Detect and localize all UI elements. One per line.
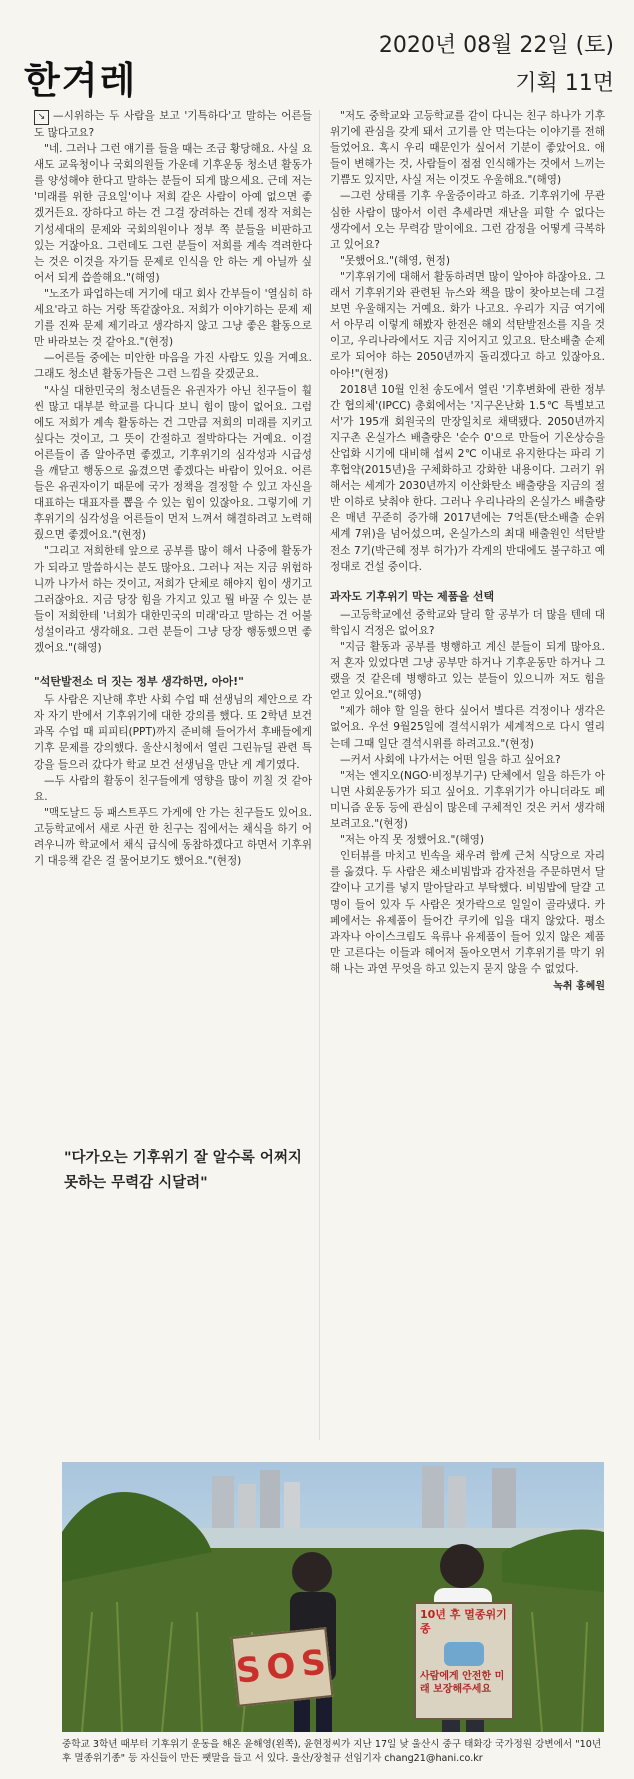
paragraph: "노조가 파업하는데 거기에 대고 회사 간부들이 '열심히 하세요'라고 하는 거랑 똑같잖아요. 저희가 이야기하는 문제 제기를 진짜 문제 제기라고 생각하지 않고 그냥 좋은 활동으로만 바라보는 것 같아요."(현정) bbox=[34, 287, 312, 349]
paragraph: —그런 상태를 기후 우울증이라고 하죠. 기후위기에 무관심한 사람이 많아서 이런 추세라면 재난을 피할 수 없다는 생각에서 오는 무력감 말이에요. 그런 감정을 어떻게 극복하고 있어요? bbox=[330, 190, 605, 251]
paragraph: 인터뷰를 마치고 빈속을 채우려 함께 근처 식당으로 자리를 옮겼다. 두 사람은 채소비빔밥과 감자전을 주문하면서 달걀이나 고기를 넣지 말아달라고 부탁했다. 비빔밥에 달걀 고명이 들어 있자 두 사람은 젓가락으로 일일이 골라냈다. 카페에서는 유제품이 들어간 쿠키에 입을 대지 않았다. 평소 과자나 아이스크림도 육류나 유제품이 들어 있지 않은 제품만 고른다는 이들과 헤어져 돌아오면서 기후위기를 막기 위해 나는 과연 무엇을 하고 있는지 묻지 않을 수 없었다. bbox=[330, 850, 605, 975]
issue-date: 2020년 08월 22일 (토) bbox=[378, 33, 614, 58]
paragraph: "기후위기에 대해서 활동하려면 많이 알아야 하잖아요. 그래서 기후위기와 관련된 뉴스와 책을 많이 찾아보는데 그걸 보면 우울해지는 거예요. 화가 나고요. 우리가 지금 여기에서 아무리 이렇게 해봤자 한전은 해외 석탄발전소를 지을 것이고, 우리나라에서도 지금 지어지고 있고요. 탄소배출 순제로가 되어야 하는 2050년까지 돌리겠다고 하고 있잖아요. 아아!"(현정) bbox=[330, 270, 605, 380]
article-column-2 bbox=[330, 108, 605, 995]
paragraph: —고등학교에선 중학교와 달리 할 공부가 더 많을 텐데 대학입시 걱정은 없어요? bbox=[330, 608, 605, 637]
subheading: 과자도 기후위기 막는 제품을 선택 bbox=[330, 589, 495, 603]
paragraph: —커서 사회에 나가서는 어떤 일을 하고 싶어요? bbox=[340, 753, 561, 766]
photo-caption: 중학교 3학년 때부터 기후위기 운동을 해온 윤해영(왼쪽), 윤현정씨가 지난 17일 낮 울산시 중구 태화강 국가정원 강변에서 "10년 후 멸종위기종" 등 자신들이 만든 팻말을 들고 서 있다. 울산/장철규 선임기자 chang21@hani.co.kr bbox=[62, 1739, 602, 1764]
sos-sign bbox=[231, 1627, 334, 1707]
paragraph: "저는 아직 못 정했어요."(해영) bbox=[340, 834, 485, 847]
extinction-sign bbox=[414, 1602, 514, 1720]
article-column-1 bbox=[34, 108, 312, 869]
news-photo bbox=[62, 1462, 604, 1732]
paragraph: 2018년 10월 인천 송도에서 열린 '기후변화에 관한 정부 간 협의체'(IPCC) 총회에서는 '지구온난화 1.5℃ 특별보고서'가 195개 회원국의 만장일치로 채택됐다. 2050년까지 지구촌 온실가스 배출량은 '순수 0'으로 만들어 기온상승을 산업화 시기에 대비해 섭씨 2℃ 이내로 유지한다는 파리 기후협약(2015년)을 구체화하고 강화한 내용이다. 그러기 위해서는 세계가 2030년까지 이산화탄소 배출량을 지금의 절반 이하로 낮춰야 한다. 그러나 우리나라의 온실가스 배출량은 매년 꾸준히 증가해 2017년에는 7억톤(탄소배출 순위 세계 7위)을 넘어섰으며, 온실가스의 최대 배출원인 석탄발전소 7기(박근혜 정부 허가)가 각계의 반대에도 불구하고 예정대로 건설 중이다. bbox=[330, 383, 605, 573]
paragraph: "사실 대한민국의 청소년들은 유권자가 아닌 친구들이 훨씬 많고 대부분 학교를 다니다 보니 힘이 많이 없어요. 그럼에도 저희가 계속 활동하는 건 그만큼 저희의 미래를 지키고 싶다는 것이고, 그 뜻이 간절하고 절박하다는 거예요. 이걸 어른들이 좀 알아주면 좋겠고, 기후위기의 심각성과 시급성을 깨닫고 행동으로 옮겼으면 좋겠다는 바람이 있어요. 어른들은 유권자이기 때문에 국가 정책을 결정할 수 있고 자신을 대표하는 대표자를 뽑을 수 있는 힘이 있잖아요. 그렇기에 기후위기의 심각성을 어른들이 먼저 느껴서 해결하려고 노력해줬으면 좋겠어요."(현정) bbox=[34, 384, 312, 542]
paragraph: "그리고 저희한테 앞으로 공부를 많이 해서 나중에 활동가가 되라고 말씀하시는 분도 많아요. 그러나 저는 지금 위험하니까 나가서 하는 것이고, 저희가 단체로 해야지 힘이 생기고 그러잖아요. 지금 당장 힘을 가지고 있고 뭘 바꿀 수 있는 분들이 저희한테 '너희가 대한민국의 미래'라고 말하는 건 어불성설이라고 생각해요. 그런 분들이 그냥 당장 행동했으면 좋겠어요."(해영) bbox=[34, 545, 313, 654]
paragraph: "저도 중학교와 고등학교를 같이 다니는 친구 하나가 기후위기에 관심을 갖게 돼서 고기를 안 먹는다는 이야기를 전해 들었어요. 혹시 우리 때문인가 싶어서 기분이 좋았어요. 애들이 변해가는 것, 사람들이 점점 인식해가는 것에서 느끼는 기쁨도 있지만, 사실 저는 이것도 우울해요."(해영) bbox=[330, 110, 605, 187]
paragraph: 두 사람은 지난해 후반 사회 수업 때 선생님의 제안으로 각자 자기 반에서 기후위기에 대한 강의를 했다. 또 2학년 보건 과목 수업 때 피피티(PPT)까지 준비해 들어가서 후배들에게 기후 문제를 강의했다. 울산시청에서 열린 그린뉴딜 관련 특강을 들으러 갔다가 학교 보건 선생님을 만난 게 계기였다. bbox=[34, 694, 312, 771]
paragraph: "못했어요."(해영, 현정) bbox=[340, 254, 450, 267]
byline: 녹취 홍혜원 bbox=[553, 980, 605, 992]
extinction-sign-top: 10년 후 멸종위기종 bbox=[420, 1608, 507, 1635]
paragraph: —두 사람의 활동이 친구들에게 영향을 많이 끼칠 것 같아요. bbox=[34, 774, 312, 803]
arrow-icon: ↘ bbox=[34, 110, 49, 125]
paragraph: "제가 해야 할 일을 한다 싶어서 별다른 걱정이나 생각은 없어요. 우선 9월25일에 결석시위가 세계적으로 다시 열리는데 그때 일단 결석시위를 하려고요."(현정) bbox=[330, 705, 605, 750]
earth-icon bbox=[444, 1642, 484, 1666]
newspaper-logo: 한겨레 bbox=[24, 59, 138, 102]
paragraph: "저는 엔지오(NGO·비정부기구) 단체에서 일을 하든가 아니면 사회운동가가 되고 싶어요. 기후위기가 아니더라도 페미니즘 운동 등에 관심이 많은데 구체적인 것은 커서 생각해보려고요."(현정) bbox=[330, 769, 605, 831]
paragraph: —어른들 중에는 미안한 마음을 가진 사람도 있을 거예요. 그래도 청소년 활동가들은 그런 느낌을 갖겠군요. bbox=[34, 352, 312, 381]
extinction-sign-bottom: 사람에게 안전한 미래 보장해주세요 bbox=[420, 1671, 505, 1695]
paragraph: "맥도날드 등 패스트푸드 가게에 안 가는 친구들도 있어요. 고등학교에서 새로 사귄 한 친구는 집에서는 채식을 하기 어려우니까 학교에서 채식 급식에 동참하겠다고 하면서 기후위기 대응책 같은 걸 물어보기도 했어요."(현정) bbox=[34, 806, 312, 868]
paragraph: ↘ —시위하는 두 사람을 보고 '기특하다'고 말하는 어른들도 많다고요? bbox=[34, 110, 312, 139]
paragraph: "지금 활동과 공부를 병행하고 계신 분들이 되게 많아요. 저 혼자 있었다면 그냥 공부만 하거나 기후운동만 하거나 그랬을 것 같은데 병행하고 있는 분들이 있으니까 저도 힘을 얻고 있어요."(해영) bbox=[330, 641, 605, 702]
subheading: "석탄발전소 더 짓는 정부 생각하면, 아아!" bbox=[34, 675, 244, 689]
sos-sign-text: SOS bbox=[234, 1641, 334, 1692]
pull-quote: "다가오는 기후위기 잘 알수록 어쩌지 못하는 무력감 시달려" bbox=[64, 1150, 302, 1191]
section-page: 기획 11면 bbox=[515, 71, 614, 96]
paragraph: "네. 그러나 그런 얘기를 들을 때는 조금 황당해요. 사실 요새도 교육청이나 국회의원들 가운데 기후운동 청소년 활동가를 양성해야 한다고 말하는 분들이 되게 많으세요. 근데 저는 '미래를 위한 금요일'이나 저희 같은 사람이 아예 없으면 좋겠거든요. 장하다고 하는 건 그걸 장려하는 건데 정작 저희는 기성세대의 문제와 국회의원이나 정부 쪽 분들을 비판하고 있는 거잖아요. 그런데도 그런 분들이 저희를 계속 격려한다는 것은 이것을 자기들 문제로 인식을 안 하는 게 아닐까 싶어서 되게 씁쓸해요."(해영) bbox=[34, 143, 312, 284]
column-divider bbox=[319, 110, 320, 1440]
